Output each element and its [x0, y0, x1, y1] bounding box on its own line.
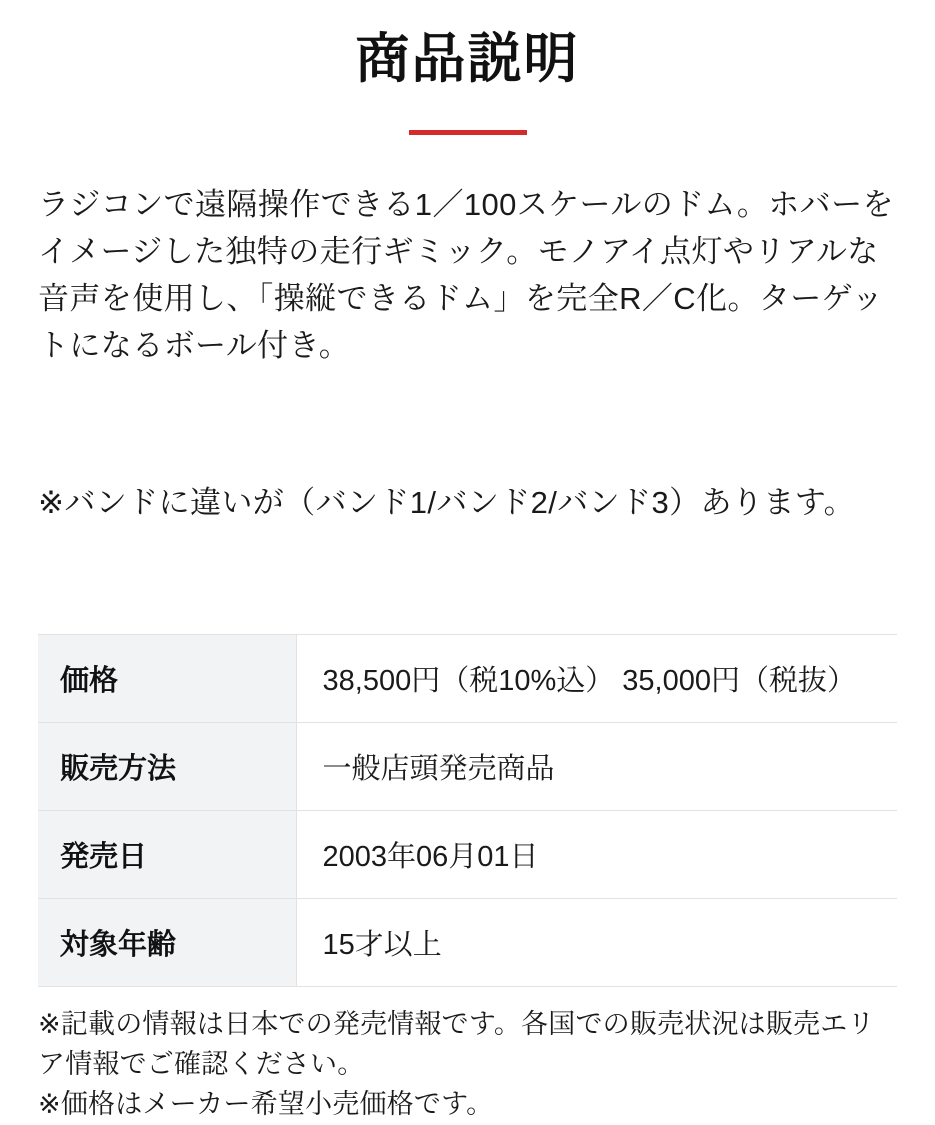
footnote-region-info: ※記載の情報は日本での発売情報です。各国での販売状況は販売エリア情報でご確認ください。 [38, 1009, 875, 1079]
spec-value-target-age: 15才以上 [322, 929, 442, 962]
spec-value-price: 38,500円（税10%込） 35,000円（税抜） [322, 665, 856, 698]
footnotes [38, 1005, 897, 1125]
spec-label-target-age: 対象年齢 [38, 899, 296, 987]
spec-value-sales-method: 一般店頭発売商品 [322, 753, 555, 786]
table-row [38, 899, 897, 987]
spec-label-sales-method: 販売方法 [38, 723, 296, 811]
page-title: 商品説明 [355, 29, 580, 89]
band-variation-note: ※バンドに違いが（バンド1/バンド2/バンド3）あります。 [38, 484, 856, 520]
table-row [38, 635, 897, 723]
product-description-text: ラジコンで遠隔操作できる1／100スケールのドム。ホバーをイメージした独特の走行ギミック。モノアイ点灯やリアルな音声を使用し、「操縦できるドム」を完全R／C化。ターゲットになるボール付き。 [38, 186, 894, 363]
footnote-price-info: ※価格はメーカー希望小売価格です。 [38, 1088, 494, 1119]
table-row [38, 811, 897, 899]
spec-label-release-date: 発売日 [38, 811, 296, 899]
spec-label-price: 価格 [38, 635, 296, 723]
table-row [38, 723, 897, 811]
title-underline-rule [409, 130, 527, 135]
product-description-page [0, 26, 935, 1125]
specification-table [38, 634, 897, 987]
spec-value-release-date: 2003年06月01日 [322, 841, 539, 874]
